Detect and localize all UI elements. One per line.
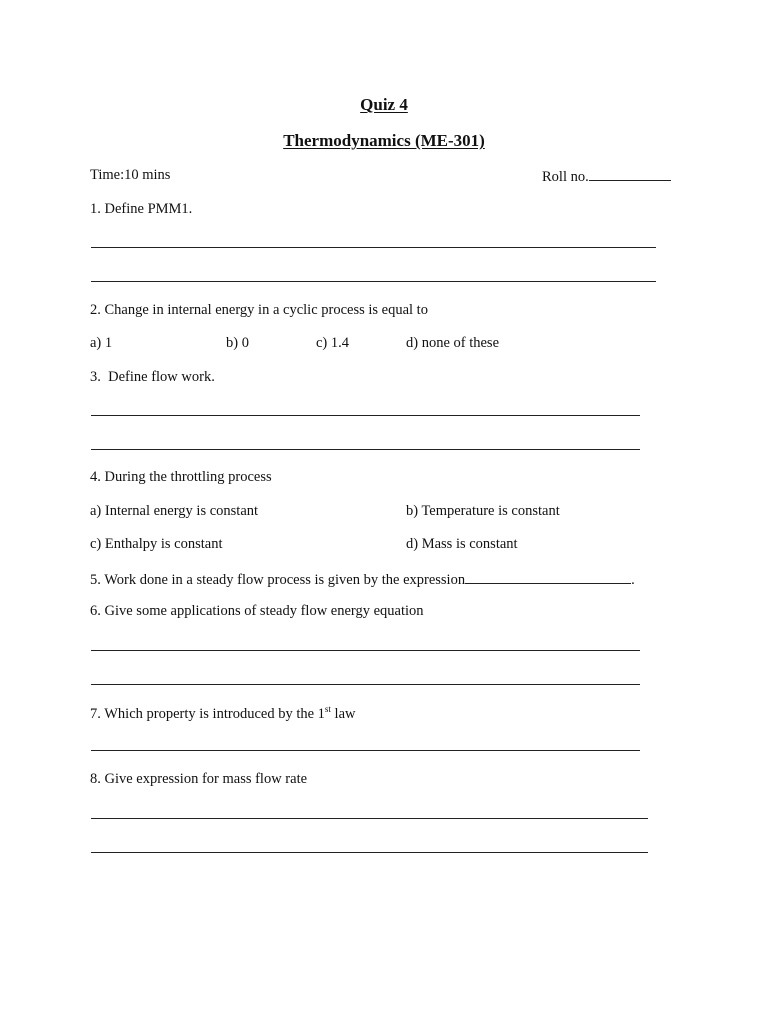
- question-4: 4. During the throttling process: [90, 469, 272, 485]
- q4-option-d[interactable]: d) Mass is constant: [406, 536, 518, 552]
- question-8: 8. Give expression for mass flow rate: [90, 771, 308, 787]
- question-2: 2. Change in internal energy in a cyclic process is equal to: [90, 302, 428, 318]
- question-5-end: .: [631, 572, 635, 588]
- time-label: Time:10 mins: [90, 167, 171, 183]
- roll-blank[interactable]: [589, 168, 671, 181]
- q4-option-c[interactable]: c) Enthalpy is constant: [90, 536, 223, 552]
- question-3: 3. Define flow work.: [90, 369, 215, 385]
- question-1: 1. Define PMM1.: [90, 201, 193, 217]
- answer-line-1a[interactable]: [91, 247, 656, 248]
- q2-option-b[interactable]: b) 0: [226, 335, 249, 351]
- answer-line-3b[interactable]: [91, 449, 640, 450]
- answer-line-1b[interactable]: [91, 281, 656, 282]
- course-title: Thermodynamics (ME-301): [283, 131, 485, 150]
- answer-line-3a[interactable]: [91, 415, 640, 416]
- q4-option-a[interactable]: a) Internal energy is constant: [90, 503, 259, 519]
- q2-option-c[interactable]: c) 1.4: [316, 335, 350, 351]
- question-7-text: 7. Which property is introduced by the 1: [90, 706, 325, 722]
- q2-option-a[interactable]: a) 1: [90, 335, 113, 351]
- q4-option-b[interactable]: b) Temperature is constant: [406, 503, 560, 519]
- question-5: [90, 571, 635, 588]
- answer-line-8a[interactable]: [91, 818, 648, 819]
- question-5-text: 5. Work done in a steady flow process is given by the expression: [90, 572, 466, 588]
- question-7-text-end: law: [330, 706, 356, 722]
- q2-option-d[interactable]: d) none of these: [406, 335, 500, 351]
- question-7: [90, 705, 355, 722]
- question-6: 6. Give some applications of steady flow energy equation: [90, 603, 424, 619]
- question-7-superscript: st: [324, 704, 331, 714]
- quiz-title: Quiz 4: [360, 95, 408, 114]
- q5-answer-blank[interactable]: [465, 571, 631, 584]
- roll-number: [542, 168, 671, 185]
- answer-line-6a[interactable]: [91, 650, 640, 651]
- answer-line-8b[interactable]: [91, 852, 648, 853]
- answer-line-7a[interactable]: [91, 750, 640, 751]
- roll-label: Roll no.: [542, 169, 589, 185]
- answer-line-6b[interactable]: [91, 684, 640, 685]
